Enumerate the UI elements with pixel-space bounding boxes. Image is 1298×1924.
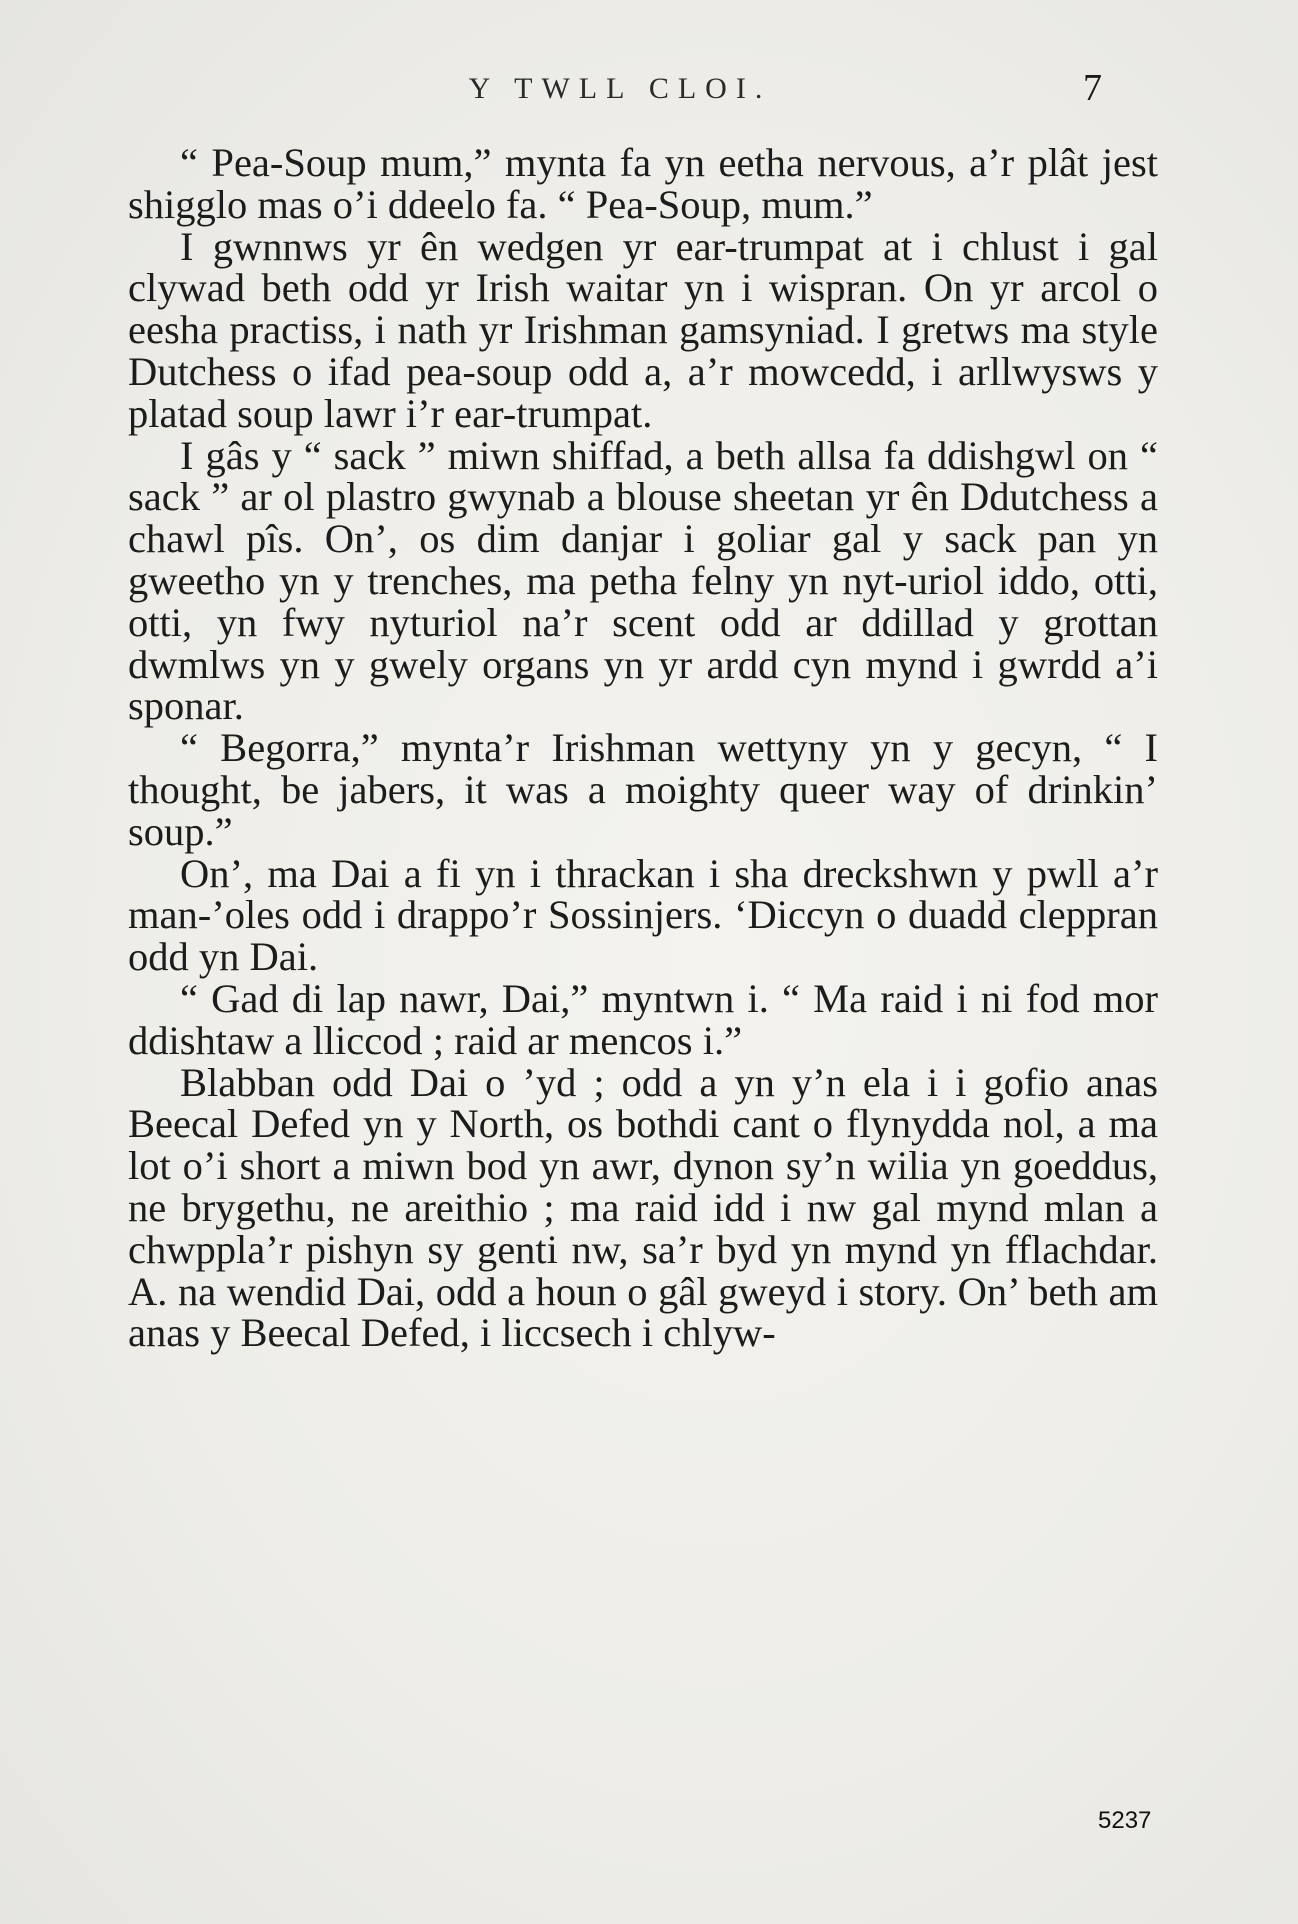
- page-number: 7: [1083, 67, 1102, 109]
- paragraph: “ Begorra,” mynta’r Irishman wettyny yn y gecyn, “ I thought, be jabers, it was a moighty queer way of drinkin’ soup.”: [128, 725, 1158, 854]
- body-text: [128, 142, 1158, 1354]
- running-title: Y TWLL CLOI.: [468, 72, 772, 105]
- paragraph: Blabban odd Dai o ’yd ; odd a yn y’n ela i i gofio anas Beecal Defed yn y North, os bothdi cant o flynydda nol, a ma lot o’i short a miwn bod yn awr, dynon sy’n wilia yn goeddus, ne brygethu, ne areithio ; ma raid idd i nw gal mynd mlan a chwppla’r pishyn sy genti nw, sa’r byd yn mynd yn fflachdar. A. na wendid Dai, odd a houn o gâl gweyd i story. On’ beth am anas y Beecal Defed, i liccsech i chlyw-: [128, 1059, 1158, 1356]
- paragraph: On’, ma Dai a fi yn i thrackan i sha dreckshwn y pwll a’r man-’oles odd i drappo’r Sossinjers. ‘Diccyn o duadd cleppran odd yn Dai.: [128, 850, 1158, 980]
- paragraph: I gwnnws yr ên wedgen yr ear-trumpat at i chlust i gal clywad beth odd yr Irish waitar yn i wispran. On yr arcol o eesha practiss, i nath yr Irishman gamsyniad. I gretws ma style Dutchess o ifad pea-soup odd a, a’r mowcedd, i arllwysws y platad soup lawr i’r ear-trumpat.: [128, 223, 1158, 436]
- paragraph: I gâs y “ sack ” miwn shiffad, a beth allsa fa ddishgwl on “ sack ” ar ol plastro gwynab a blouse sheetan yr ên Ddutchess a chawl pîs. On’, os dim danjar i goliar gal y sack pan yn gweetho yn y trenches, ma petha felny yn nyt-uriol iddo, otti, otti, yn fwy nyturiol na’r scent odd ar ddillad y grottan dwmlws yn y gwely organs yn yr ardd cyn mynd i gwrdd a’i sponar.: [128, 432, 1158, 729]
- paragraph: “ Gad di lap nawr, Dai,” myntwn i. “ Ma raid i ni fod mor ddishtaw a lliccod ; raid ar mencos i.”: [128, 975, 1158, 1063]
- catalog-number: 5237: [1098, 1807, 1152, 1834]
- page-header: [130, 62, 1110, 122]
- paragraph: “ Pea-Soup mum,” mynta fa yn eetha nervous, a’r plât jest shigglo mas o’i ddeelo fa. “ Pea-Soup, mum.”: [128, 140, 1158, 227]
